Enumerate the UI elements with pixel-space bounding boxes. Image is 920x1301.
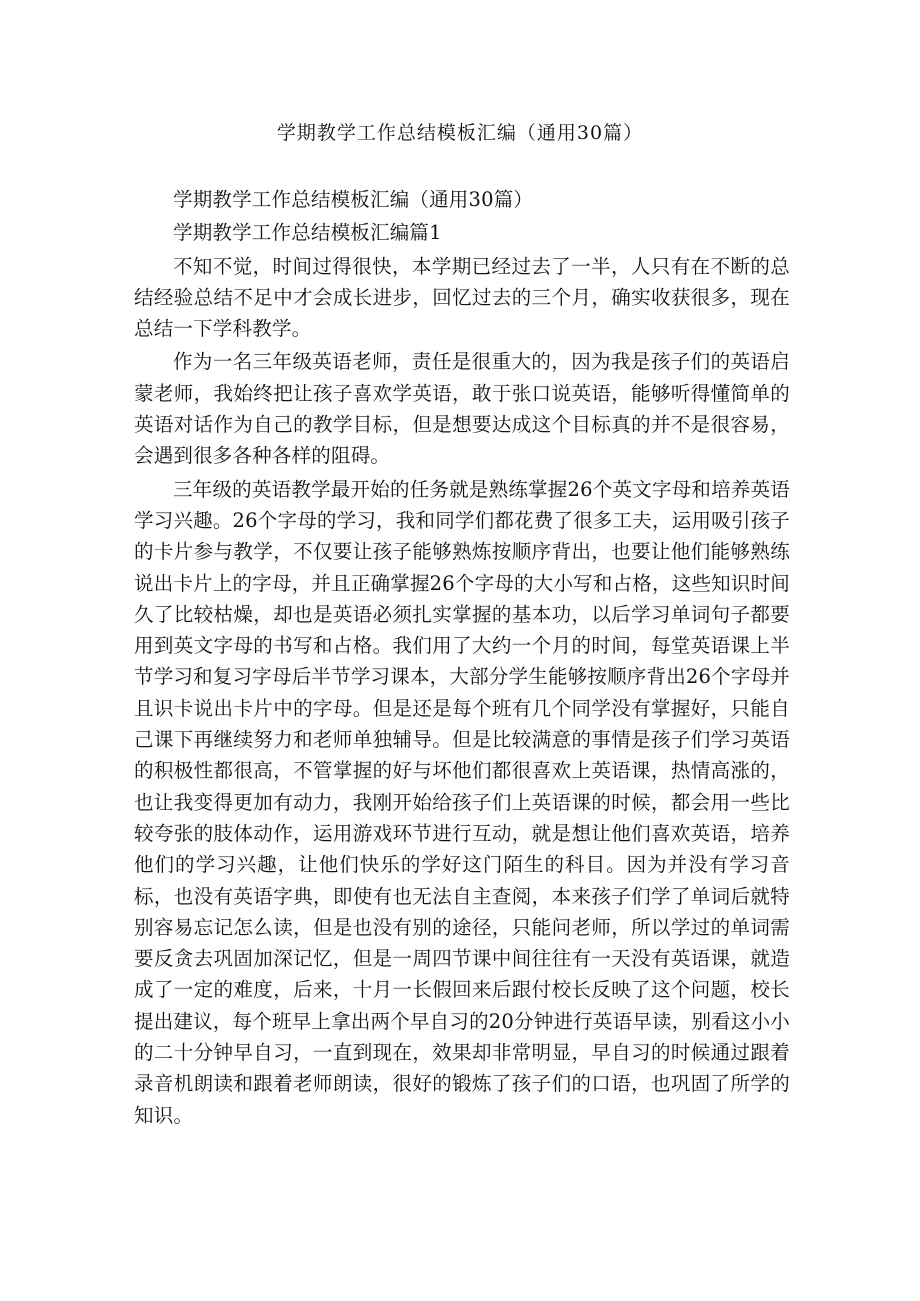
document-body	[134, 184, 790, 1133]
paragraph-1: 不知不觉，时间过得很快，本学期已经过去了一半，人只有在不断的总结经验总结不足中才会成长进步，回忆过去的三个月，确实收获很多，现在总结一下学科教学。	[134, 254, 790, 341]
paragraph-3: 三年级的英语教学最开始的任务就是熟练掌握26个英文字母和培养英语学习兴趣。26个字母的学习，我和同学们都花费了很多工夫，运用吸引孩子的卡片参与教学，不仅要让孩子能够熟炼按顺序背出，也要让他们能够熟练说出卡片上的字母，并且正确掌握26个字母的大小写和占格，这些知识时间久了比较枯燥，却也是英语必须扎实掌握的基本功，以后学习单词句子都要用到英文字母的书写和占格。我们用了大约一个月的时间，每堂英语课上半节学习和复习字母后半节学习课本，大部分学生能够按顺序背出26个字母并且识卡说出卡片中的字母。但是还是每个班有几个同学没有掌握好，只能自己课下再继续努力和老师单独辅导。但是比较满意的事情是孩子们学习英语的积极性都很高，不管掌握的好与坏他们都很喜欢上英语课，热情高涨的，也让我变得更加有动力，我刚开始给孩子们上英语课的时候，都会用一些比较夸张的肢体动作，运用游戏环节进行互动，就是想让他们喜欢英语，培养他们的学习兴趣，让他们快乐的学好这门陌生的科目。因为并没有学习音标，也没有英语字典，即使有也无法自主查阅，本来孩子们学了单词后就特别容易忘记怎么读，但是也没有别的途径，只能问老师，所以学过的单词需要反贪去巩固加深记忆，但是一周四节课中间往往有一天没有英语课，就造成了一定的难度，后来，十月一长假回来后跟付校长反映了这个问题，校长提出建议，每个班早上拿出两个早自习的20分钟进行英语早读，别看这小小的二十分钟早自习，一直到现在，效果却非常明显，早自习的时候通过跟着录音机朗读和跟着老师朗读，很好的锻炼了孩子们的口语，也巩固了所学的知识。	[134, 477, 790, 1127]
document-title: 学期教学工作总结模板汇编（通用30篇）	[276, 122, 644, 144]
document-subtitle: 学期教学工作总结模板汇编（通用30篇）	[173, 188, 534, 211]
section-heading: 学期教学工作总结模板汇编篇1	[173, 221, 442, 245]
paragraph-2: 作为一名三年级英语老师，责任是很重大的，因为我是孩子们的英语启蒙老师，我始终把让孩子喜欢学英语，敢于张口说英语，能够听得懂简单的英语对话作为自己的教学目标，但是想要达成这个目标真的并不是很容易，会遇到很多各种各样的阻碍。	[134, 350, 790, 468]
